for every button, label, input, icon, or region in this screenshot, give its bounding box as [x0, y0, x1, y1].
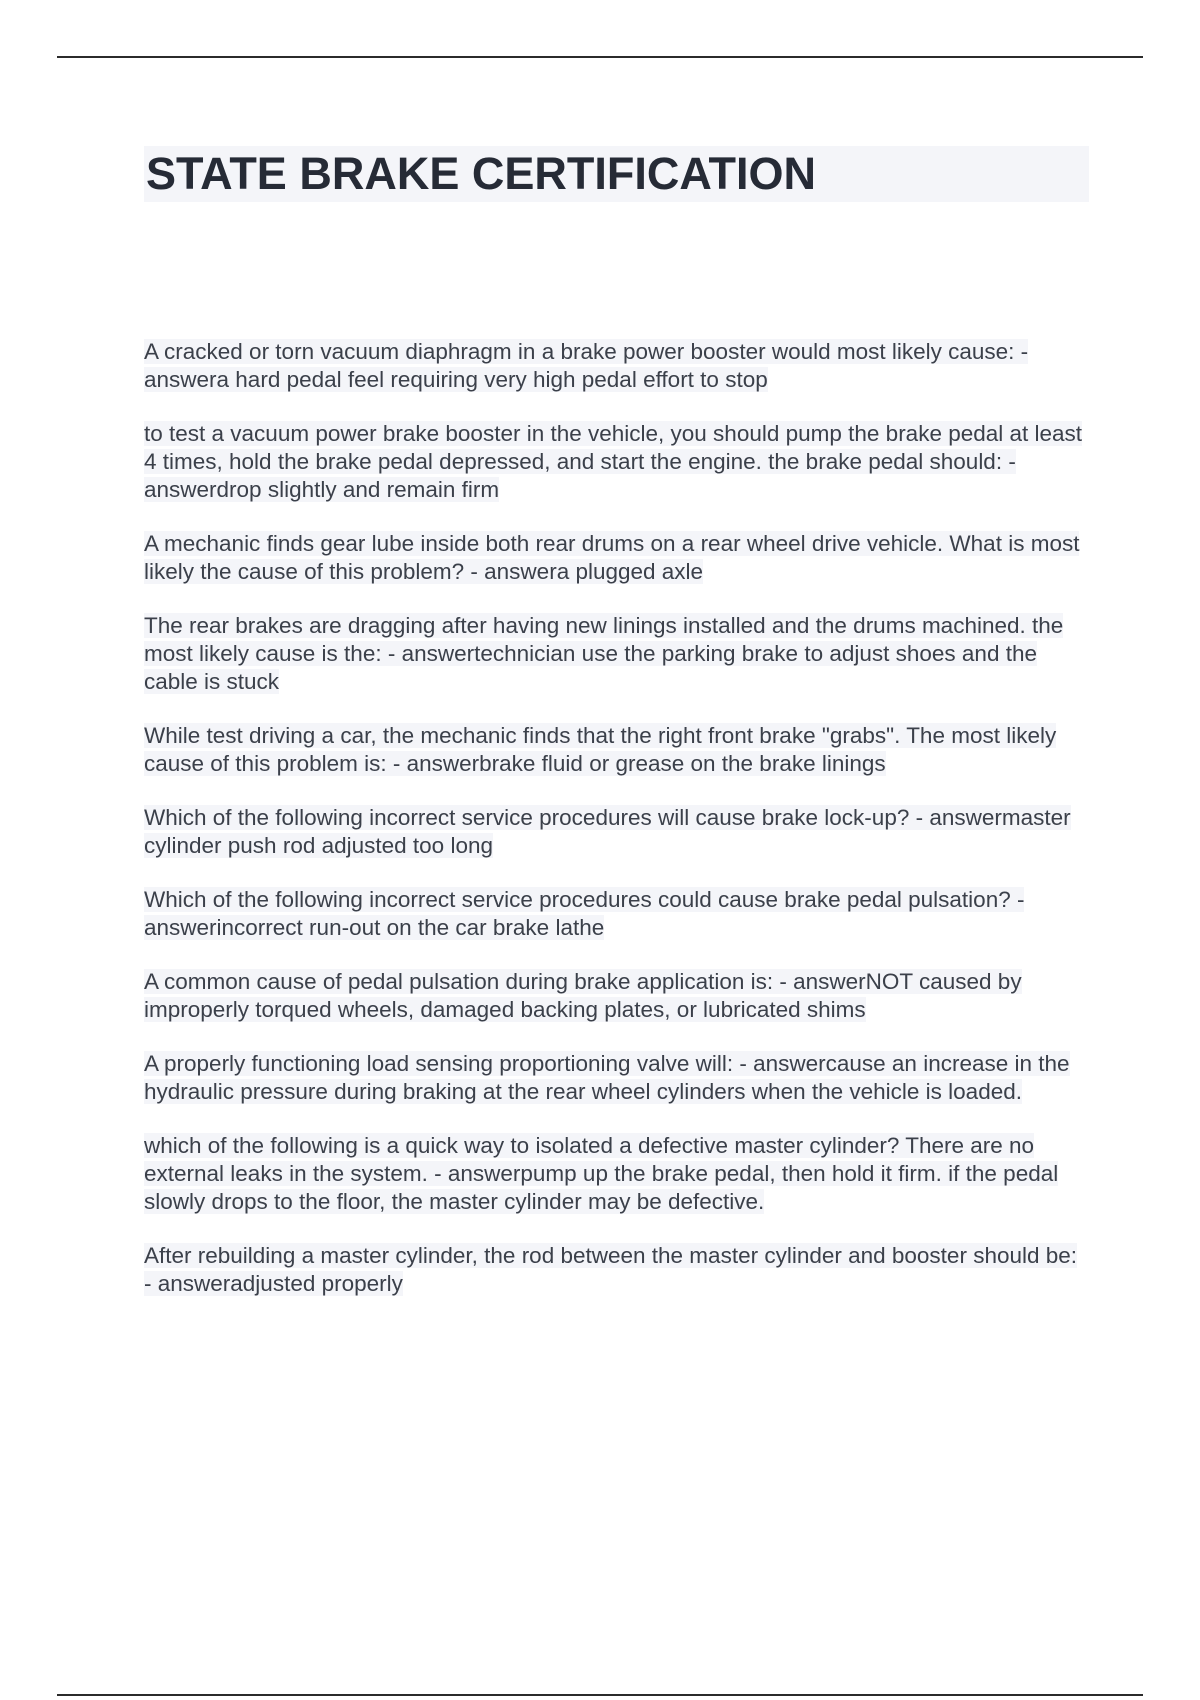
qa-text: The rear brakes are dragging after having new linings installed and the drums machined. the most likely cause is the: - answertechnician use the parking brake to adjust shoes and the cable is stuck	[144, 613, 1064, 694]
bottom-rule	[57, 1694, 1143, 1696]
qa-list	[144, 338, 1089, 1324]
qa-text: A cracked or torn vacuum diaphragm in a brake power booster would most likely cause: - answera hard pedal feel requiring very high pedal effort to stop	[144, 339, 1029, 392]
qa-text: While test driving a car, the mechanic finds that the right front brake "grabs". The most likely cause of this problem is: - answerbrake fluid or grease on the brake linings	[144, 723, 1057, 776]
qa-text: Which of the following incorrect service procedures will cause brake lock-up? - answermaster cylinder push rod adjusted too long	[144, 805, 1071, 858]
qa-text: A common cause of pedal pulsation during brake application is: - answerNOT caused by improperly torqued wheels, damaged backing plates, or lubricated shims	[144, 969, 1022, 1022]
qa-item	[144, 1242, 1089, 1298]
qa-text: which of the following is a quick way to isolated a defective master cylinder? There are no external leaks in the system. - answerpump up the brake pedal, then hold it firm. if the pedal slowly drops to the floor, the master cylinder may be defective.	[144, 1133, 1059, 1214]
qa-item	[144, 338, 1089, 394]
qa-item	[144, 722, 1089, 778]
qa-item	[144, 968, 1089, 1024]
qa-text: to test a vacuum power brake booster in the vehicle, you should pump the brake pedal at least 4 times, hold the brake pedal depressed, and start the engine. the brake pedal should: - answerdrop slightly and remain firm	[144, 421, 1083, 502]
qa-item	[144, 612, 1089, 696]
qa-text: Which of the following incorrect service procedures could cause brake pedal pulsation? - answerincorrect run-out on the car brake lathe	[144, 887, 1025, 940]
qa-item	[144, 1132, 1089, 1216]
qa-item	[144, 886, 1089, 942]
qa-item	[144, 804, 1089, 860]
qa-text: After rebuilding a master cylinder, the rod between the master cylinder and booster should be: - answeradjusted properly	[144, 1243, 1078, 1296]
title-block	[144, 146, 1089, 202]
qa-item	[144, 420, 1089, 504]
qa-item	[144, 1050, 1089, 1106]
page-title: STATE BRAKE CERTIFICATION	[146, 148, 816, 199]
qa-text: A mechanic finds gear lube inside both rear drums on a rear wheel drive vehicle. What is most likely the cause of this problem? - answera plugged axle	[144, 531, 1080, 584]
top-rule	[57, 56, 1143, 58]
qa-text: A properly functioning load sensing proportioning valve will: - answercause an increase in the hydraulic pressure during braking at the rear wheel cylinders when the vehicle is loaded.	[144, 1051, 1070, 1104]
qa-item	[144, 530, 1089, 586]
